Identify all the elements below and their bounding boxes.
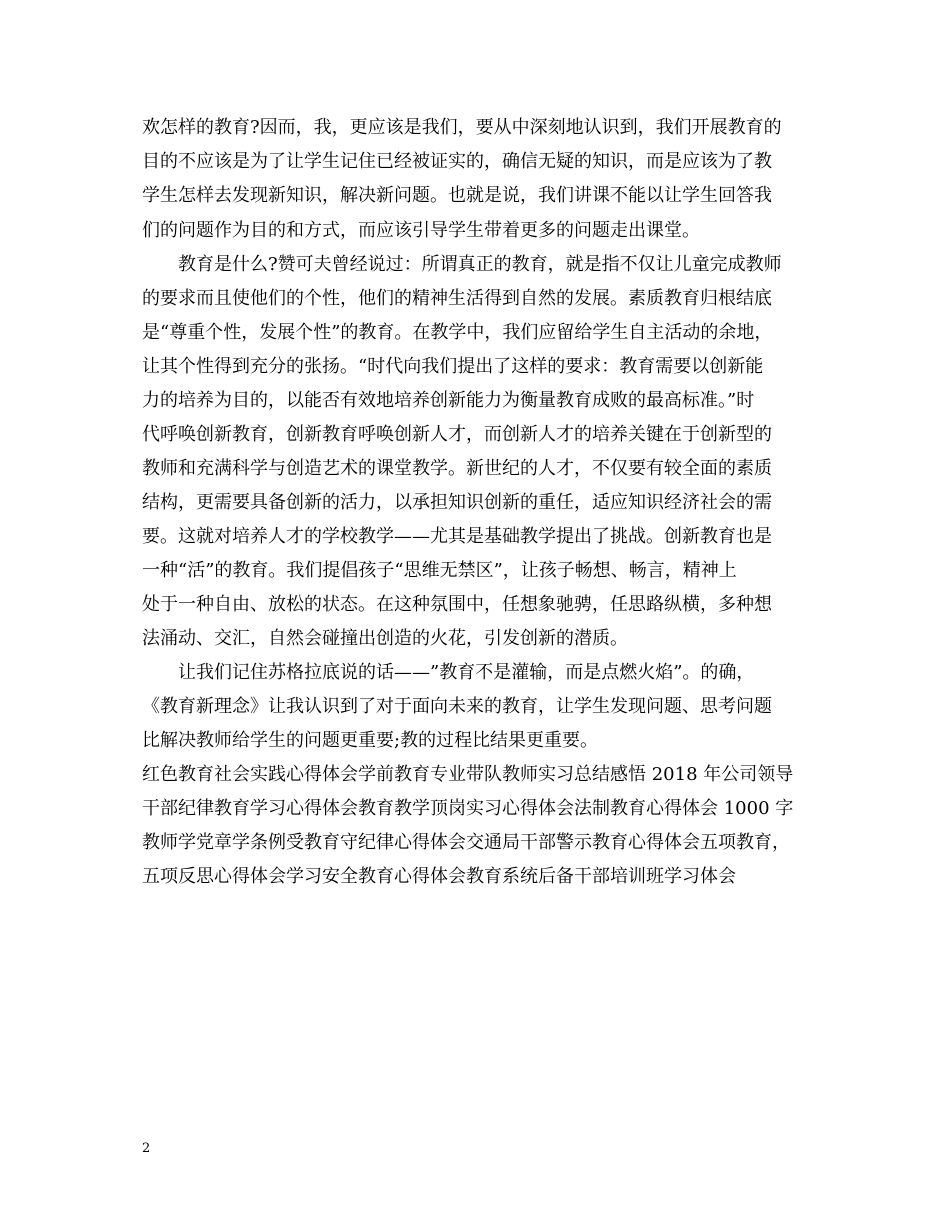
paragraph-2-line-7: 教师和充满科学与创造艺术的课堂教学。新世纪的人才，不仅要有较全面的素质: [142, 458, 772, 479]
paragraph-3-line-1: 让我们记住苏格拉底说的话——”教育不是灌输，而是点燃火焰”。的确，: [178, 662, 755, 683]
related-articles-line-2: 干部纪律教育学习心得体会教育教学顶岗实习心得体会法制教育心得体会 1000 字: [142, 798, 794, 819]
paragraph-2-line-5: 力的培养为目的，以能否有效地培养创新能力为衡量教育成败的最高标准。”时: [142, 390, 755, 411]
paragraph-2-line-1: 教育是什么?赞可夫曾经说过：所谓真正的教育，就是指不仅让儿童完成教师: [178, 254, 782, 275]
paragraph-2-line-3: 是“尊重个性，发展个性”的教育。在教学中，我们应留给学生自主活动的余地，: [142, 322, 773, 343]
paragraph-2-line-4: 让其个性得到充分的张扬。“时代向我们提出了这样的要求：教育需要以创新能: [142, 356, 764, 377]
related-articles-line-4: 五项反思心得体会学习安全教育心得体会教育系统后备干部培训班学习体会: [142, 866, 736, 887]
related-articles-line-1: 红色教育社会实践心得体会学前教育专业带队教师实习总结感悟 2018 年公司领导: [142, 764, 794, 785]
paragraph-3-line-2: 《教育新理念》让我认识到了对于面向未来的教育，让学生发现问题、思考问题: [142, 696, 772, 717]
related-articles-line-3: 教师学党章学条例受教育守纪律心得体会交通局干部警示教育心得体会五项教育，: [142, 832, 790, 853]
paragraph-2-line-8: 结构，更需要具备创新的活力，以承担知识创新的重任，适应知识经济社会的需: [142, 492, 772, 513]
paragraph-3-line-3: 比解决教师给学生的问题更重要;教的过程比结果更重要。: [142, 730, 599, 751]
paragraph-1-line-2: 目的不应该是为了让学生记住已经被证实的，确信无疑的知识，而是应该为了教: [142, 151, 772, 172]
paragraph-1-line-1: 欢怎样的教育?因而，我，更应该是我们，要从中深刻地认识到，我们开展教育的: [142, 117, 782, 138]
paragraph-1-line-4: 们的问题作为目的和方式，而应该引导学生带着更多的问题走出课堂。: [142, 220, 700, 241]
page-number: 2: [142, 1141, 151, 1156]
paragraph-2-line-9: 要。这就对培养人才的学校教学——尤其是基础教学提出了挑战。创新教育也是: [142, 526, 772, 547]
paragraph-2-line-10: 一种“活”的教育。我们提倡孩子“思维无禁区”，让孩子畅想、畅言，精神上: [142, 560, 737, 581]
paragraph-1-line-3: 学生怎样去发现新知识，解决新问题。也就是说，我们讲课不能以让学生回答我: [142, 185, 772, 206]
paragraph-2-line-2: 的要求而且使他们的个性，他们的精神生活得到自然的发展。素质教育归根结底: [142, 288, 772, 309]
paragraph-2-line-12: 法涌动、交汇，自然会碰撞出创造的火花，引发创新的潜质。: [142, 628, 628, 649]
paragraph-2-line-6: 代呼唤创新教育，创新教育呼唤创新人才，而创新人才的培养关键在于创新型的: [142, 424, 772, 445]
paragraph-2-line-11: 处于一种自由、放松的状态。在这种氛围中，任想象驰骋，任思路纵横，多种想: [142, 594, 772, 615]
